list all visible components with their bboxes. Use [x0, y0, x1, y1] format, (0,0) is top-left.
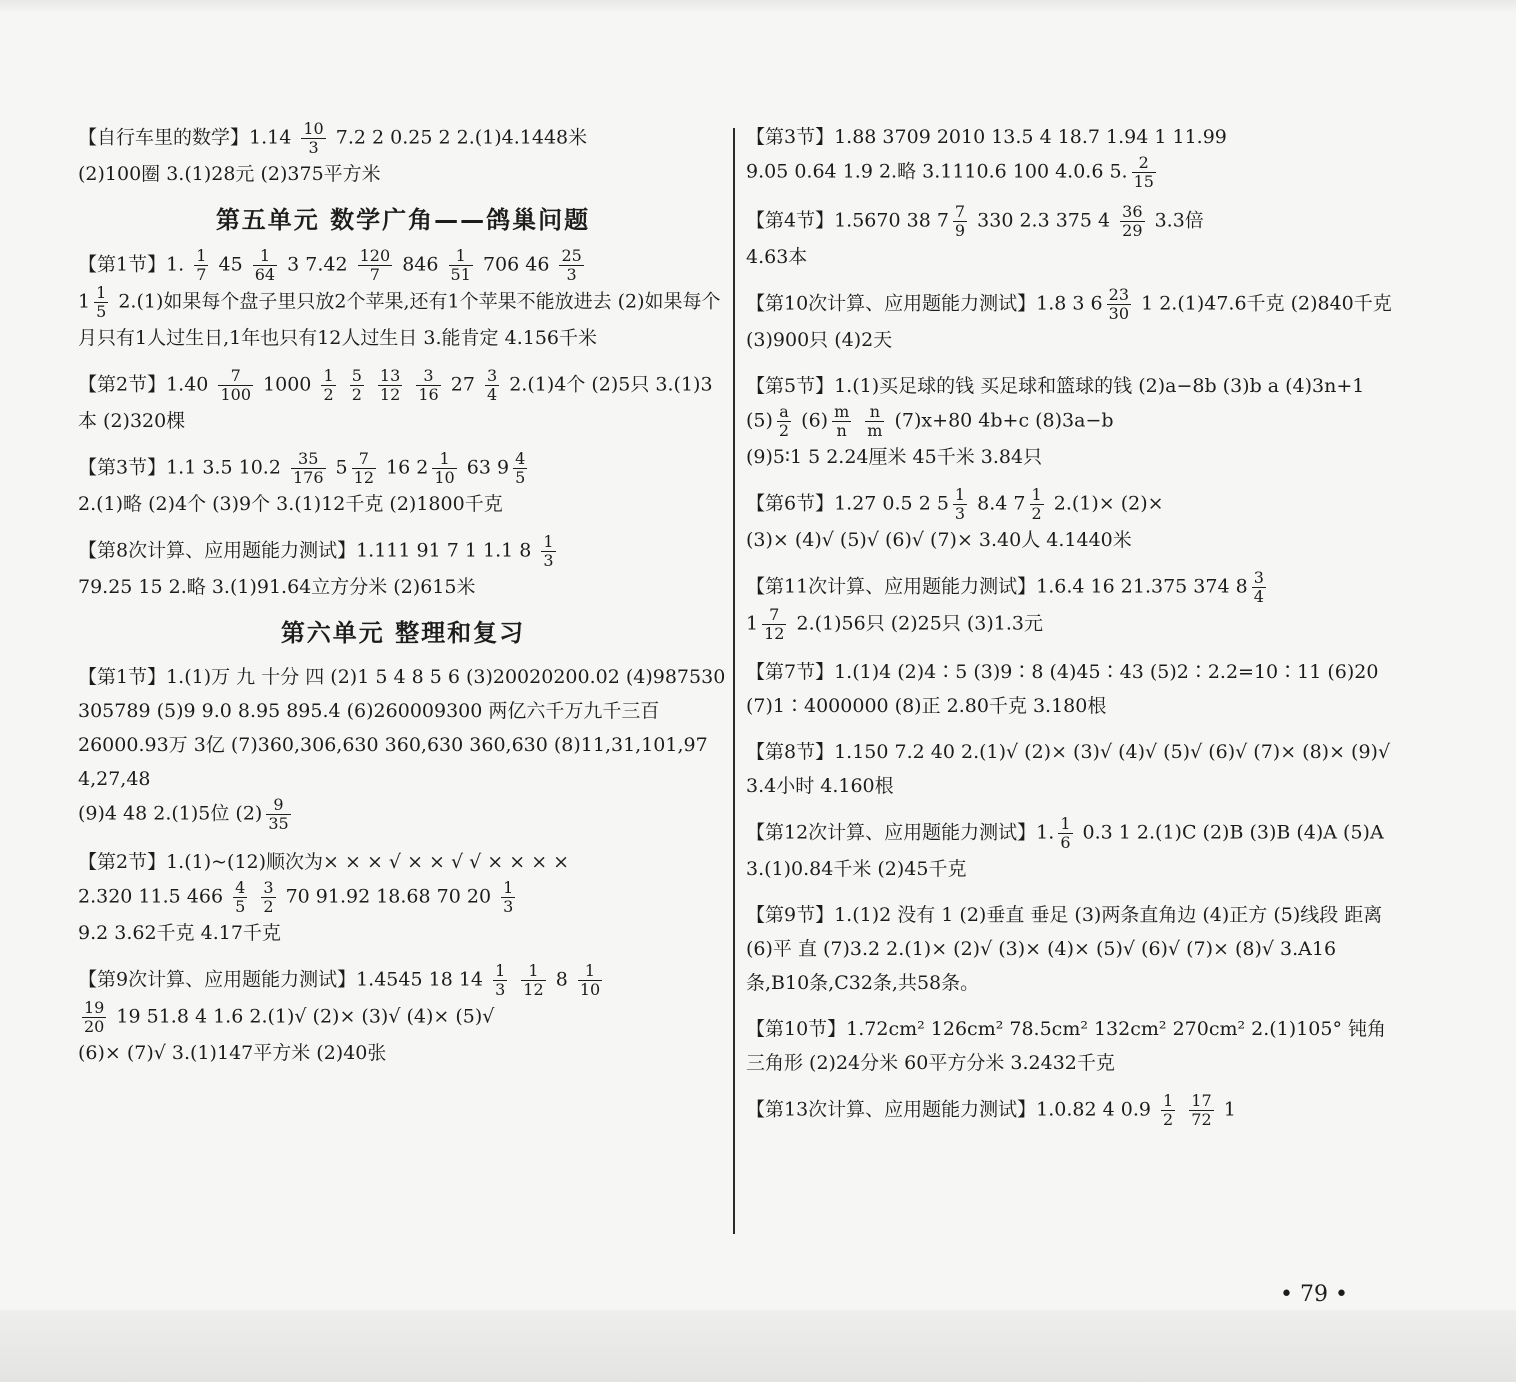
- text: 【第2节】1.(1)~(12)顺次为× × × √ × × √ √ × × × ×: [78, 851, 570, 873]
- text: 3.3倍: [1154, 209, 1204, 232]
- text: 2: [1132, 154, 1156, 173]
- text: 1 2.(1)47.6千克 (2)840千克 (3)900只 (4)2天: [746, 292, 1392, 351]
- text: 1: [1163, 1091, 1174, 1110]
- fraction: [218, 367, 253, 404]
- fraction: [832, 403, 851, 440]
- text: 3: [503, 897, 514, 916]
- text: 79.25 15 2.略 3.(1)91.64立方分米 (2)615米: [78, 576, 476, 598]
- fraction: [261, 879, 275, 916]
- text: 8.4 7: [977, 492, 1026, 515]
- text: 3: [954, 504, 966, 523]
- text: 5: [235, 897, 246, 916]
- fraction: [1107, 286, 1131, 323]
- text: 0.3 1 2.(1)C (2)B (3)B (4)A (5)A 3.(1)0.84千米 (2)45千克: [746, 821, 1384, 880]
- text: 3 7.42: [287, 253, 348, 276]
- text: 6: [1060, 833, 1071, 852]
- text: 9: [266, 796, 290, 815]
- text: 27: [450, 373, 475, 396]
- text: 45: [218, 253, 243, 276]
- text: 51: [450, 265, 471, 284]
- page-number: • 79 •: [1280, 1282, 1348, 1307]
- text: 2: [263, 897, 274, 916]
- fraction: [266, 796, 290, 833]
- answer-test-9: [78, 962, 728, 1070]
- text: 3: [486, 366, 498, 385]
- text: 12: [523, 980, 544, 999]
- fraction: [485, 367, 499, 404]
- text: 2.(1)56只 (2)25只 (3)1.3元: [796, 612, 1044, 635]
- text: 5: [96, 302, 107, 321]
- text: (2)100圈 3.(1)28元 (2)375平方米: [78, 163, 381, 185]
- text: 【第10次计算、应用题能力测试】1.8 3 6: [746, 292, 1103, 315]
- fraction: [416, 367, 440, 404]
- fraction: [378, 367, 402, 404]
- text: 10: [303, 119, 324, 138]
- text: 70 91.92 18.68 70 20: [285, 885, 492, 908]
- fraction: [1132, 154, 1156, 191]
- fraction: [350, 367, 364, 404]
- text: m: [834, 402, 850, 421]
- text: 4: [1253, 587, 1264, 606]
- text: 【第9节】1.(1)2 没有 1 (2)垂直 垂足 (3)两条直角边 (4)正方 (5)线段 距离 (6)平 直 (7)3.2 2.(1)× (2)√ (3)× (4)× (5)√ (6)√ (7)× (8)√ 3.A16条,B10条,C32条,共58条。: [746, 904, 1383, 994]
- text: 706 46: [482, 253, 550, 276]
- text: 【第12次计算、应用题能力测试】1.: [746, 821, 1055, 844]
- text: 16 2: [386, 456, 429, 479]
- text: (6): [801, 409, 829, 432]
- column-divider: [733, 128, 735, 1234]
- text: (9)4 48 2.(1)5位 (2): [78, 802, 263, 825]
- fraction: [953, 486, 967, 523]
- fraction: [953, 203, 967, 240]
- text: 3: [495, 980, 506, 999]
- text: 7: [369, 265, 380, 284]
- fraction: [82, 999, 106, 1036]
- text: 120: [359, 246, 391, 265]
- text: n: [836, 421, 847, 440]
- answer-u6-s10: [746, 1012, 1396, 1080]
- answer-u5-s1: [78, 247, 728, 355]
- text: 23: [1108, 285, 1130, 304]
- fraction: [559, 247, 583, 284]
- text: 【第7节】1.(1)4 (2)4∶5 (3)9∶8 (4)45∶43 (5)2∶2.2=10∶11 (6)20 (7)1∶4000000 (8)正 2.80千克 3.180根: [746, 661, 1379, 717]
- text: 15: [1133, 172, 1154, 191]
- text: 3: [263, 878, 274, 897]
- text: 2.(1)4个 (2)5只 3.(1)3本 (2)320棵: [78, 373, 713, 432]
- text: 19: [84, 998, 105, 1017]
- unit-5-title: 第五单元 数学广角——鸽巢问题: [215, 206, 591, 234]
- text: 29: [1122, 221, 1143, 240]
- text: 【第3节】1.1 3.5 10.2: [78, 456, 281, 479]
- answer-u6-s6: [746, 486, 1396, 557]
- text: 2: [1163, 1110, 1174, 1129]
- text: 4: [515, 449, 526, 468]
- text: 7: [762, 606, 786, 625]
- fraction: [521, 962, 545, 999]
- fraction: [194, 247, 208, 284]
- fraction: [301, 120, 325, 157]
- text: 2: [778, 421, 790, 440]
- fraction: [432, 450, 456, 487]
- fraction: [541, 533, 555, 570]
- fraction: [578, 962, 602, 999]
- text: 【第8次计算、应用题能力测试】1.111 91 7 1 1.1 8: [78, 539, 532, 562]
- answer-u6-s3: [746, 120, 1396, 191]
- answer-u6-s8: [746, 735, 1396, 803]
- text: 1000: [263, 373, 312, 396]
- text: 【第4节】1.5670 38 7: [746, 209, 949, 232]
- text: (9)5∶1 5 2.24厘米 45千米 3.84只: [746, 446, 1043, 468]
- text: (3)× (4)√ (5)√ (6)√ (7)× 3.40人 4.1440米: [746, 529, 1132, 551]
- text: 1: [954, 485, 966, 504]
- text: 2.(1)略 (2)4个 (3)9个 3.(1)12千克 (2)1800千克: [78, 493, 503, 515]
- fraction: [501, 879, 515, 916]
- text: 9.05 0.64 1.9 2.略 3.1110.6 100 4.0.6 5.: [746, 160, 1128, 183]
- text: (6)× (7)√ 3.(1)147平方米 (2)40张: [78, 1042, 387, 1064]
- text: 63 9: [466, 456, 510, 479]
- text: 1: [503, 878, 514, 897]
- text: 1: [96, 283, 107, 302]
- text: 35: [291, 450, 326, 469]
- answer-test-13: [746, 1092, 1396, 1129]
- top-edge: [0, 0, 1516, 14]
- answer-test-12: [746, 815, 1396, 886]
- text: 330 2.3 375 4: [977, 209, 1111, 232]
- text: 【第11次计算、应用题能力测试】1.6.4 16 21.375 374 8: [746, 575, 1248, 598]
- text: 100: [220, 385, 251, 404]
- right-column: [746, 120, 1396, 1141]
- fraction: [1161, 1092, 1175, 1129]
- text: 10: [579, 980, 601, 999]
- text: 9: [954, 221, 966, 240]
- text: 2.(1)如果每个盘子里只放2个苹果,还有1个苹果不能放进去 (2)如果每个月只有1人过生日,1年也只有12人过生日 3.能肯定 4.156千米: [78, 290, 721, 349]
- fraction: [94, 284, 108, 321]
- text: 10: [434, 468, 455, 487]
- text: 7: [954, 202, 966, 221]
- text: 3: [566, 265, 577, 284]
- answer-u6-s2: [78, 845, 728, 950]
- text: 25: [561, 246, 582, 265]
- text: 5: [335, 456, 348, 479]
- text: 1: [196, 246, 207, 265]
- fraction: [358, 247, 393, 284]
- unit-6-title: 第六单元 整理和复习: [280, 619, 526, 647]
- text: m: [867, 421, 883, 440]
- text: 1: [253, 247, 277, 266]
- text: 12: [379, 385, 401, 404]
- text: 3: [543, 551, 554, 570]
- text: 【自行车里的数学】1.14: [78, 126, 292, 149]
- answer-u6-s4: [746, 203, 1396, 274]
- text: 7: [218, 367, 253, 386]
- text: 64: [254, 265, 276, 284]
- bottom-margin: [0, 1310, 1516, 1382]
- fraction: [1189, 1092, 1213, 1129]
- text: 1: [78, 290, 91, 313]
- answer-u5-s3: [78, 450, 728, 521]
- text: 12: [764, 624, 785, 643]
- answer-u6-s9: [746, 898, 1396, 1000]
- left-column: [78, 120, 728, 1082]
- fraction: [762, 606, 786, 643]
- text: 12: [353, 468, 374, 487]
- fraction: [493, 962, 507, 999]
- fraction: [513, 450, 527, 487]
- text: 7: [196, 265, 207, 284]
- text: 【第2节】1.40: [78, 373, 209, 396]
- answer-test-11: [746, 569, 1396, 643]
- text: 1: [323, 366, 334, 385]
- answer-u6-s1: [78, 660, 728, 833]
- text: 30: [1108, 304, 1130, 323]
- text: (7)x+80 4b+c (8)3a−b: [894, 409, 1114, 432]
- text: 846: [402, 253, 439, 276]
- text: 36: [1122, 202, 1143, 221]
- text: 19 51.8 4 1.6 2.(1)√ (2)× (3)√ (4)× (5)√: [116, 1005, 495, 1028]
- text: 1: [1223, 1098, 1236, 1121]
- text: 1: [521, 962, 545, 981]
- text: 9.2 3.62千克 4.17千克: [78, 922, 281, 944]
- text: 【第13次计算、应用题能力测试】1.0.82 4 0.9: [746, 1098, 1151, 1121]
- fraction: [352, 450, 376, 487]
- text: 3: [416, 367, 440, 386]
- fraction: [1058, 815, 1072, 852]
- text: 2.(1)× (2)×: [1053, 492, 1164, 515]
- text: 72: [1191, 1110, 1212, 1129]
- text: 3: [308, 138, 319, 157]
- fraction: [1030, 486, 1044, 523]
- text: 1: [543, 532, 554, 551]
- text: 1: [449, 247, 473, 266]
- text: 【第5节】1.(1)买足球的钱 买足球和篮球的钱 (2)a−8b (3)b a (4)3n+1 (5): [746, 375, 1365, 432]
- text: 16: [418, 385, 439, 404]
- text: 7: [352, 450, 376, 469]
- fraction: [1120, 203, 1144, 240]
- fraction: [291, 450, 326, 487]
- text: 2: [1031, 504, 1042, 523]
- answer-u6-s5: [746, 369, 1396, 474]
- text: 【第8节】1.150 7.2 40 2.(1)√ (2)× (3)√ (4)√ (5)√ (6)√ (7)× (8)× (9)√ 3.4小时 4.160根: [746, 741, 1391, 797]
- text: 7.2 2 0.25 2 2.(1)4.1448米: [335, 126, 588, 149]
- text: 1: [432, 450, 456, 469]
- answer-test-8: [78, 533, 728, 604]
- fraction: [777, 403, 791, 440]
- text: 35: [268, 814, 289, 833]
- text: 20: [84, 1017, 105, 1036]
- answer-u6-s7: [746, 655, 1396, 723]
- text: 176: [292, 468, 324, 487]
- text: 4.63本: [746, 246, 808, 268]
- fraction: [253, 247, 277, 284]
- text: 5: [351, 366, 362, 385]
- text: 1: [1031, 485, 1042, 504]
- text: 2: [323, 385, 334, 404]
- text: 【第6节】1.27 0.5 2 5: [746, 492, 949, 515]
- text: 17: [1191, 1091, 1212, 1110]
- answer-bicycle: [78, 120, 728, 191]
- text: 8: [555, 968, 568, 991]
- text: 2: [351, 385, 362, 404]
- fraction: [1252, 569, 1266, 606]
- text: 【第1节】1.(1)万 九 十分 四 (2)1 5 4 8 5 6 (3)20020200.02 (4)987530 305789 (5)9 9.0 8.95 895.4 (6)260009300 两亿六千万九千三百 26000.93万 3亿 (7)360,306,630 360,630 360,630 (8)11,31,101,97 4,27,48: [78, 666, 726, 790]
- text: 1: [495, 961, 506, 980]
- text: 【第9次计算、应用题能力测试】1.4545 18 14: [78, 968, 484, 991]
- answer-test-10: [746, 286, 1396, 357]
- text: n: [865, 403, 884, 422]
- fraction: [233, 879, 247, 916]
- text: 1: [578, 962, 602, 981]
- text: 1: [746, 612, 759, 635]
- text: a: [777, 403, 791, 422]
- fraction: [865, 403, 884, 440]
- answer-u5-s2: [78, 367, 728, 438]
- text: 【第3节】1.88 3709 2010 13.5 4 18.7 1.94 1 11.99: [746, 126, 1227, 148]
- text: 4: [235, 878, 246, 897]
- text: 5: [515, 468, 526, 487]
- text: 4: [486, 385, 498, 404]
- text: 2.320 11.5 466: [78, 885, 224, 908]
- text: 13: [379, 366, 401, 385]
- text: 【第1节】1.: [78, 253, 185, 276]
- text: 3: [1253, 568, 1264, 587]
- fraction: [449, 247, 473, 284]
- fraction: [321, 367, 335, 404]
- text: 【第10节】1.72cm² 126cm² 78.5cm² 132cm² 270cm² 2.(1)105° 钝角三角形 (2)24分米 60平方分米 3.2432千克: [746, 1018, 1386, 1074]
- text: 1: [1060, 814, 1071, 833]
